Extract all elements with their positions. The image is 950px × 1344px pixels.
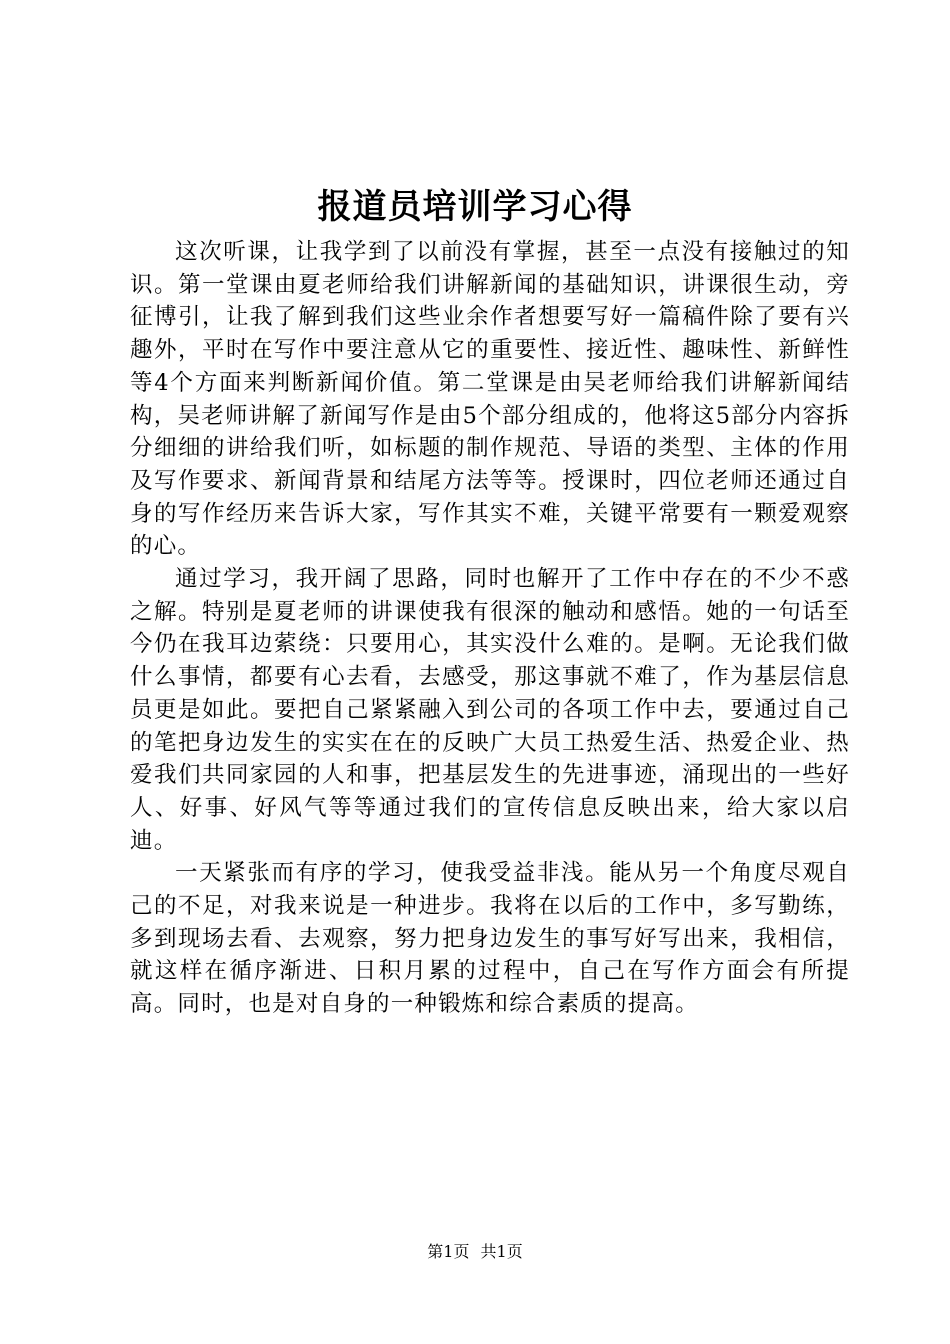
page-footer <box>0 1240 950 1264</box>
paragraph-3: 一天紧张而有序的学习，使我受益非浅。能从另一个角度尽观自己的不足，对我来说是一种进步。我将在以后的工作中，多写勤练，多到现场去看、去观察，努力把身边发生的事写好写出来，我相信，就这样在循序渐进、日积月累的过程中，自己在写作方面会有所提高。同时，也是对自身的一种锻炼和综合素质的提高。 <box>130 860 850 1018</box>
paragraph-2: 通过学习，我开阔了思路，同时也解开了工作中存在的不少不惑之解。特别是夏老师的讲课使我有很深的触动和感悟。她的一句话至今仍在我耳边萦绕：只要用心，其实没什么难的。是啊。无论我们做什么事情，都要有心去看，去感受，那这事就不难了，作为基层信息员更是如此。要把自己紧紧融入到公司的各项工作中去，要通过自己的笔把身边发生的实实在在的反映广大员工热爱生活、热爱企业、热爱我们共同家园的人和事，把基层发生的先进事迹，涌现出的一些好人、好事、好风气等等通过我们的宣传信息反映出来，给大家以启迪。 <box>130 566 850 854</box>
page-number-current: 第1页 <box>427 1242 470 1261</box>
page-number-total: 共1页 <box>480 1242 523 1261</box>
document-body <box>130 236 850 1021</box>
paragraph-1: 这次听课，让我学到了以前没有掌握，甚至一点没有接触过的知识。第一堂课由夏老师给我们讲解新闻的基础知识，讲课很生动，旁征博引，让我了解到我们这些业余作者想要写好一篇稿件除了要有兴趣外，平时在写作中要注意从它的重要性、接近性、趣味性、新鲜性等4个方面来判断新闻价值。第二堂课是由吴老师给我们讲解新闻结构，吴老师讲解了新闻写作是由5个部分组成的，他将这5部分内容拆分细细的讲给我们听，如标题的制作规范、导语的类型、主体的作用及写作要求、新闻背景和结尾方法等等。授课时，四位老师还通过自身的写作经历来告诉大家，写作其实不难，关键平常要有一颗爱观察的心。 <box>130 239 850 560</box>
document-title: 报道员培训学习心得 <box>317 187 633 227</box>
